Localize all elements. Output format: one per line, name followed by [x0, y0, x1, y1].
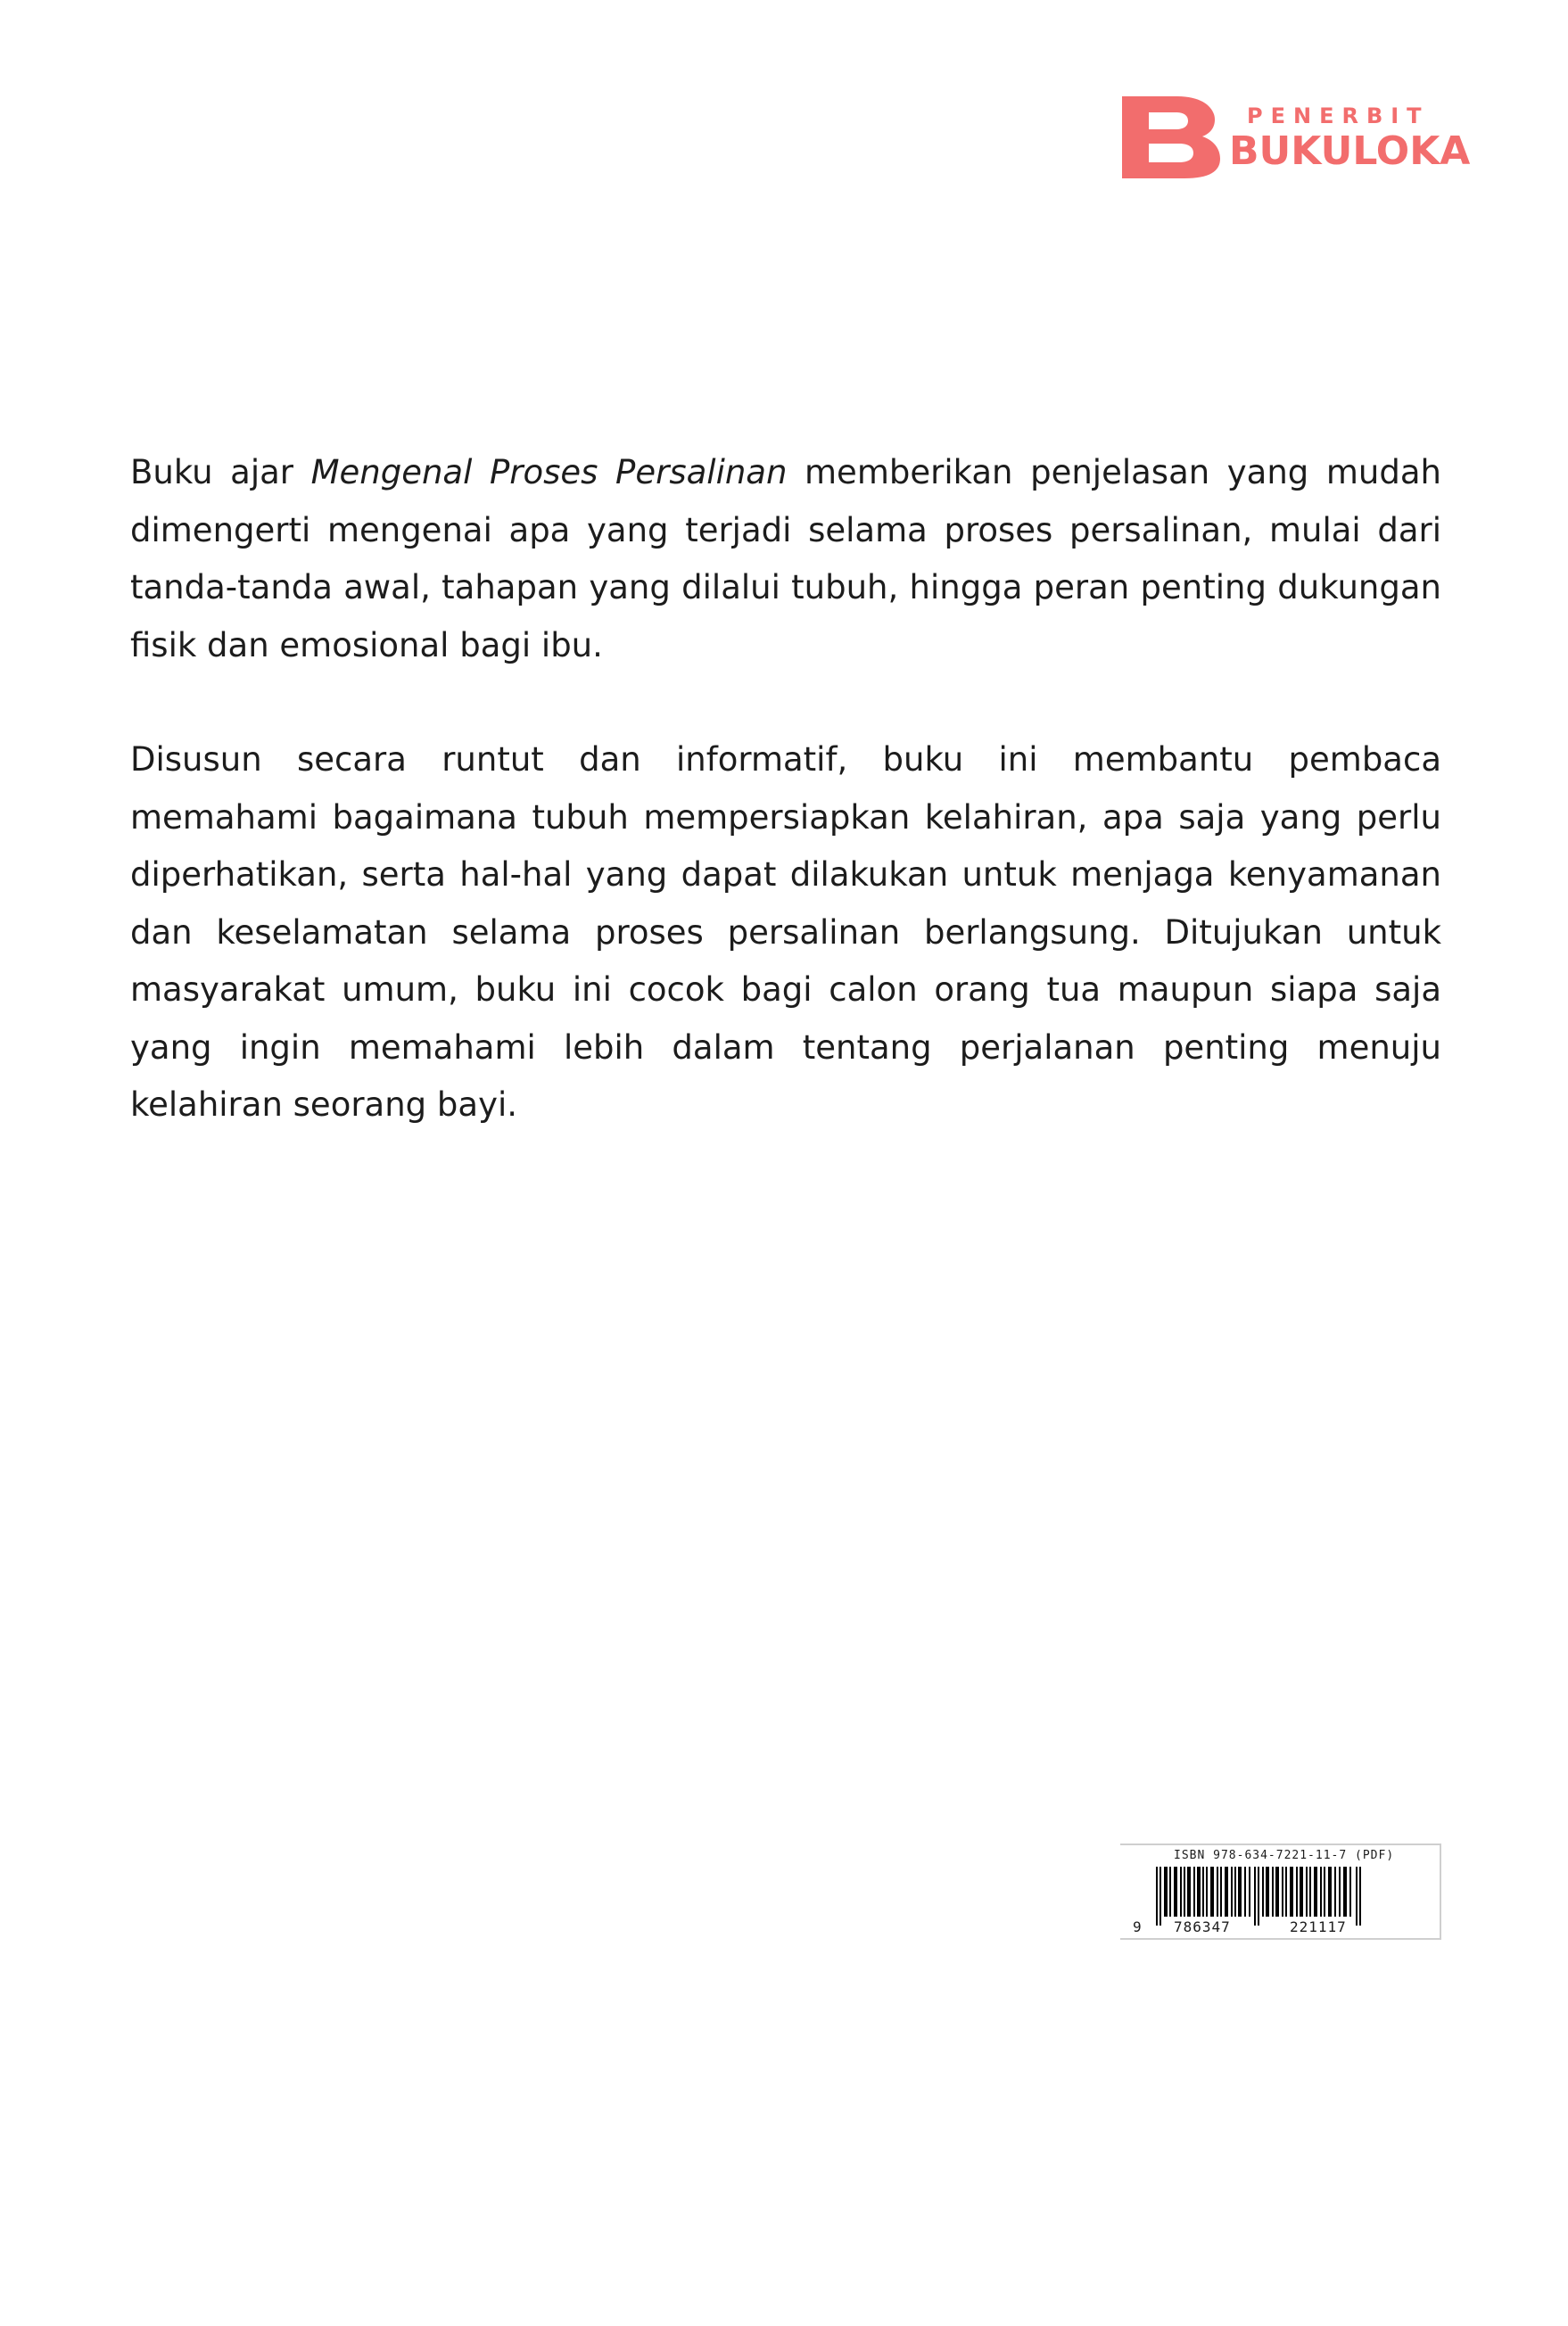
barcode-bars	[1156, 1867, 1370, 1926]
book-description	[130, 444, 1441, 1192]
barcode-digit-first: 9	[1133, 1918, 1142, 1935]
description-paragraph-2: Disusun secara runtut dan informatif, buku ini membantu pembaca memahami bagaimana tubuh mempersiapkan kelahiran, apa saja yang perlu diperhatikan, serta hal-hal yang dapat dilakukan untuk menjaga kenyamanan dan keselamatan selama proses persalinan berlangsung. Ditujukan untuk masyarakat umum, buku ini cocok bagi calon orang tua maupun siapa saja yang ingin memahami lebih dalam tentang perjalanan penting menuju kelahiran seorang bayi.	[130, 740, 1441, 1124]
isbn-label: ISBN 978-634-7221-11-7 (PDF)	[1174, 1849, 1395, 1862]
p1-lead: Buku ajar	[130, 453, 311, 491]
logo-b-mark	[1122, 96, 1222, 178]
barcode-digit-group-2: 221117	[1290, 1918, 1347, 1935]
isbn-barcode	[1120, 1843, 1441, 1940]
publisher-name: BUKULOKA	[1229, 128, 1471, 174]
barcode-digit-group-1: 786347	[1174, 1918, 1231, 1935]
description-paragraph-1	[130, 444, 1441, 674]
p1-rest: memberikan penjelasan yang mudah dimengerti mengenai apa yang terjadi selama proses persalinan, mulai dari tanda-tanda awal, tahapan yang dilalui tubuh, hingga peran penting dukungan fisik dan emosional bagi ibu.	[130, 453, 1441, 664]
publisher-label: PENERBIT	[1247, 103, 1430, 128]
publisher-logo	[1122, 96, 1471, 178]
book-title: Mengenal Proses Persalinan	[310, 453, 788, 491]
